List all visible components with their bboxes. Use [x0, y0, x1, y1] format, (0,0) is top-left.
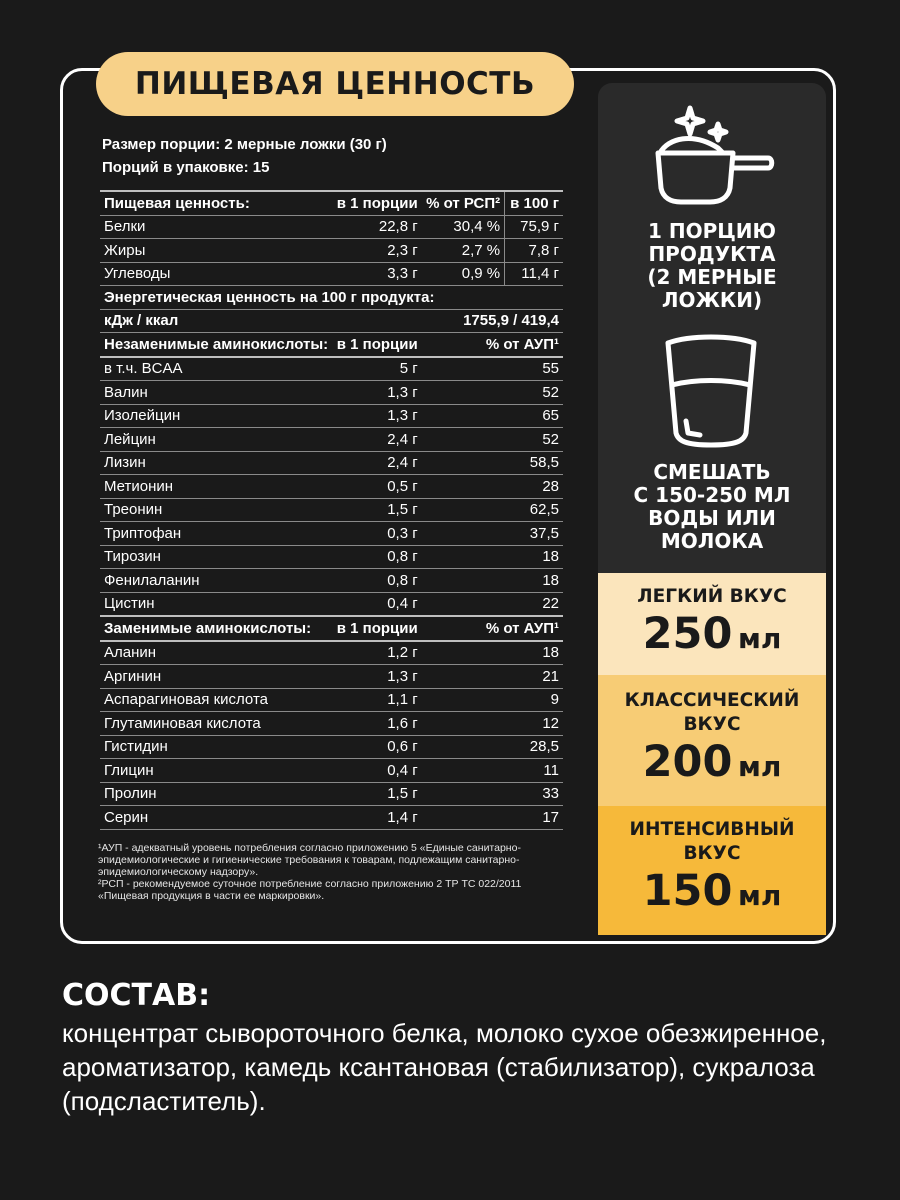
- flavor-light: [598, 573, 826, 675]
- nonessential-header-row: [100, 616, 563, 641]
- table-row: [100, 712, 563, 736]
- per-serving-value: 0,8 г: [332, 569, 422, 593]
- aup-percent: 52: [422, 428, 563, 452]
- essential-header-percent: % от АУП¹: [422, 333, 563, 357]
- amino-acid-name: Треонин: [100, 498, 332, 522]
- amino-acid-name: Цистин: [100, 592, 332, 616]
- nutrition-header-row: [100, 191, 563, 215]
- serving-instruction: [598, 220, 826, 312]
- table-row: [100, 522, 563, 546]
- table-row: [100, 475, 563, 499]
- table-row: [100, 262, 563, 286]
- flavor-amount-unit: мл: [737, 750, 782, 783]
- table-row: [100, 759, 563, 783]
- table-row: [100, 665, 563, 689]
- aup-percent: 18: [422, 641, 563, 665]
- serving-line: ПРОДУКТА: [648, 242, 776, 266]
- flavor-classic: [598, 675, 826, 806]
- nutrient-name: Жиры: [100, 239, 332, 263]
- nonessential-header-percent: % от АУП¹: [422, 616, 563, 641]
- per-serving-value: 1,3 г: [332, 665, 422, 689]
- table-row: [100, 782, 563, 806]
- per-serving-value: 1,2 г: [332, 641, 422, 665]
- per-serving-value: 5 г: [332, 357, 422, 381]
- per-serving-value: 0,6 г: [332, 735, 422, 759]
- mix-line: МОЛОКА: [660, 529, 764, 553]
- table-row: [100, 569, 563, 593]
- essential-header-row: [100, 333, 563, 357]
- serving-line: ЛОЖКИ): [661, 288, 763, 312]
- aup-percent: 9: [422, 688, 563, 712]
- flavor-amount-unit: мл: [737, 622, 782, 655]
- mix-line: СМЕШАТЬ: [653, 460, 771, 484]
- aup-percent: 37,5: [422, 522, 563, 546]
- per-100g-value: 11,4 г: [505, 262, 563, 286]
- flavor-amount-unit: мл: [737, 879, 782, 912]
- flavor-amount: [598, 737, 826, 796]
- amino-acid-name: Изолейцин: [100, 404, 332, 428]
- flavor-label: ВКУС: [683, 843, 741, 864]
- amino-acid-name: Глицин: [100, 759, 332, 783]
- per-serving-value: 1,4 г: [332, 806, 422, 830]
- serving-line: (2 МЕРНЫЕ: [647, 265, 777, 289]
- aup-percent: 58,5: [422, 451, 563, 475]
- mix-instruction: [598, 461, 826, 553]
- table-row: [100, 404, 563, 428]
- amino-acid-name: Аланин: [100, 641, 332, 665]
- rsp-percent: 2,7 %: [422, 239, 505, 263]
- table-row: [100, 641, 563, 665]
- flavor-intense: [598, 806, 826, 935]
- flavor-amount-value: 150: [642, 866, 733, 916]
- mix-line: ВОДЫ ИЛИ: [648, 506, 776, 530]
- serving-info: [102, 133, 387, 179]
- rsp-percent: 0,9 %: [422, 262, 505, 286]
- per-serving-value: 2,4 г: [332, 428, 422, 452]
- amino-acid-name: Пролин: [100, 782, 332, 806]
- amino-acid-name: Глутаминовая кислота: [100, 712, 332, 736]
- aup-percent: 33: [422, 782, 563, 806]
- amino-acid-name: Серин: [100, 806, 332, 830]
- energy-label-row: [100, 286, 563, 310]
- table-row: [100, 357, 563, 381]
- per-serving-value: 2,4 г: [332, 451, 422, 475]
- nutrition-header-label: Пищевая ценность:: [100, 191, 332, 215]
- aup-percent: 28: [422, 475, 563, 499]
- mix-line: С 150-250 МЛ: [633, 483, 791, 507]
- footnotes: [98, 842, 568, 902]
- per-serving-value: 1,5 г: [332, 498, 422, 522]
- amino-acid-name: Аргинин: [100, 665, 332, 689]
- per-serving-value: 0,3 г: [332, 522, 422, 546]
- flavor-amount-value: 250: [642, 609, 733, 659]
- nutrition-header-100g: в 100 г: [505, 191, 563, 215]
- table-row: [100, 451, 563, 475]
- nutrition-header-rsp: % от РСП²: [422, 191, 505, 215]
- amino-acid-name: Лейцин: [100, 428, 332, 452]
- table-row: [100, 806, 563, 830]
- serving-line: 1 ПОРЦИЮ: [647, 219, 777, 243]
- amino-acid-name: Валин: [100, 381, 332, 405]
- composition-section: [62, 978, 842, 1118]
- nonessential-amino-rows: [100, 641, 563, 830]
- amino-acid-name: Метионин: [100, 475, 332, 499]
- per-serving-value: 0,4 г: [332, 759, 422, 783]
- servings-per-pack: Порций в упаковке: 15: [102, 159, 270, 176]
- aup-percent: 11: [422, 759, 563, 783]
- nutrition-table: [100, 190, 563, 830]
- page-title: ПИЩЕВАЯ ЦЕННОСТЬ: [96, 52, 574, 116]
- glass-of-water-icon: [660, 333, 762, 448]
- essential-amino-rows: [100, 357, 563, 617]
- energy-value: 1755,9 / 419,4: [422, 309, 563, 333]
- per-100g-value: 7,8 г: [505, 239, 563, 263]
- footnote-rsp: ²РСП - рекомендуемое суточное потребление согласно приложению 2 ТР ТС 022/2011 «Пищевая продукция в части ее маркировки».: [98, 878, 522, 902]
- per-serving-value: 22,8 г: [332, 215, 422, 239]
- per-serving-value: 3,3 г: [332, 262, 422, 286]
- table-row: [100, 498, 563, 522]
- rsp-percent: 30,4 %: [422, 215, 505, 239]
- table-row: [100, 735, 563, 759]
- aup-percent: 18: [422, 569, 563, 593]
- per-serving-value: 1,5 г: [332, 782, 422, 806]
- amino-acid-name: Триптофан: [100, 522, 332, 546]
- measuring-scoop-icon: [648, 98, 788, 213]
- flavor-label: ВКУС: [683, 714, 741, 735]
- amino-acid-name: в т.ч. BCAA: [100, 357, 332, 381]
- energy-label: Энергетическая ценность на 100 г продукта:: [100, 286, 563, 310]
- flavor-label: ИНТЕНСИВНЫЙ: [629, 819, 795, 840]
- aup-percent: 18: [422, 545, 563, 569]
- aup-percent: 28,5: [422, 735, 563, 759]
- per-serving-value: 0,4 г: [332, 592, 422, 616]
- amino-acid-name: Гистидин: [100, 735, 332, 759]
- aup-percent: 62,5: [422, 498, 563, 522]
- per-100g-value: 75,9 г: [505, 215, 563, 239]
- flavor-label: КЛАССИЧЕСКИЙ: [624, 690, 800, 711]
- table-row: [100, 239, 563, 263]
- table-row: [100, 592, 563, 616]
- nonessential-header-label: Заменимые аминокислоты:: [100, 616, 332, 641]
- aup-percent: 17: [422, 806, 563, 830]
- flavor-amount: [598, 609, 826, 668]
- flavor-amount: [598, 866, 826, 925]
- composition-text: концентрат сывороточного белка, молоко сухое обезжиренное, ароматизатор, камедь ксантановая (стабилизатор), сукралоза (подсластитель).: [62, 1018, 827, 1116]
- aup-percent: 55: [422, 357, 563, 381]
- amino-acid-name: Лизин: [100, 451, 332, 475]
- per-serving-value: 1,1 г: [332, 688, 422, 712]
- per-serving-value: 0,5 г: [332, 475, 422, 499]
- table-row: [100, 688, 563, 712]
- aup-percent: 52: [422, 381, 563, 405]
- preparation-panel: [598, 83, 826, 935]
- table-row: [100, 215, 563, 239]
- nutrition-header-serving: в 1 порции: [332, 191, 422, 215]
- energy-unit: кДж / ккал: [100, 309, 422, 333]
- amino-acid-name: Тирозин: [100, 545, 332, 569]
- per-serving-value: 0,8 г: [332, 545, 422, 569]
- aup-percent: 21: [422, 665, 563, 689]
- energy-value-row: [100, 309, 563, 333]
- composition-title: СОСТАВ:: [62, 978, 211, 1013]
- table-row: [100, 428, 563, 452]
- per-serving-value: 1,3 г: [332, 381, 422, 405]
- essential-header-label: Незаменимые аминокислоты:: [100, 333, 332, 357]
- per-serving-value: 2,3 г: [332, 239, 422, 263]
- serving-size: Размер порции: 2 мерные ложки (30 г): [102, 136, 387, 153]
- per-serving-value: 1,6 г: [332, 712, 422, 736]
- footnote-aup: ¹АУП - адекватный уровень потребления согласно приложению 5 «Единые санитарно-эпидемиологические и гигиенические требования к товарам, подлежащим санитарно-эпидемиологическому надзору».: [98, 842, 521, 878]
- flavor-label: ЛЕГКИЙ ВКУС: [637, 586, 787, 607]
- nonessential-header-serving: в 1 порции: [332, 616, 422, 641]
- amino-acid-name: Аспарагиновая кислота: [100, 688, 332, 712]
- aup-percent: 65: [422, 404, 563, 428]
- aup-percent: 12: [422, 712, 563, 736]
- table-row: [100, 545, 563, 569]
- flavor-amount-value: 200: [642, 737, 733, 787]
- essential-header-serving: в 1 порции: [332, 333, 422, 357]
- nutrient-name: Белки: [100, 215, 332, 239]
- nutrient-name: Углеводы: [100, 262, 332, 286]
- per-serving-value: 1,3 г: [332, 404, 422, 428]
- table-row: [100, 381, 563, 405]
- aup-percent: 22: [422, 592, 563, 616]
- amino-acid-name: Фенилаланин: [100, 569, 332, 593]
